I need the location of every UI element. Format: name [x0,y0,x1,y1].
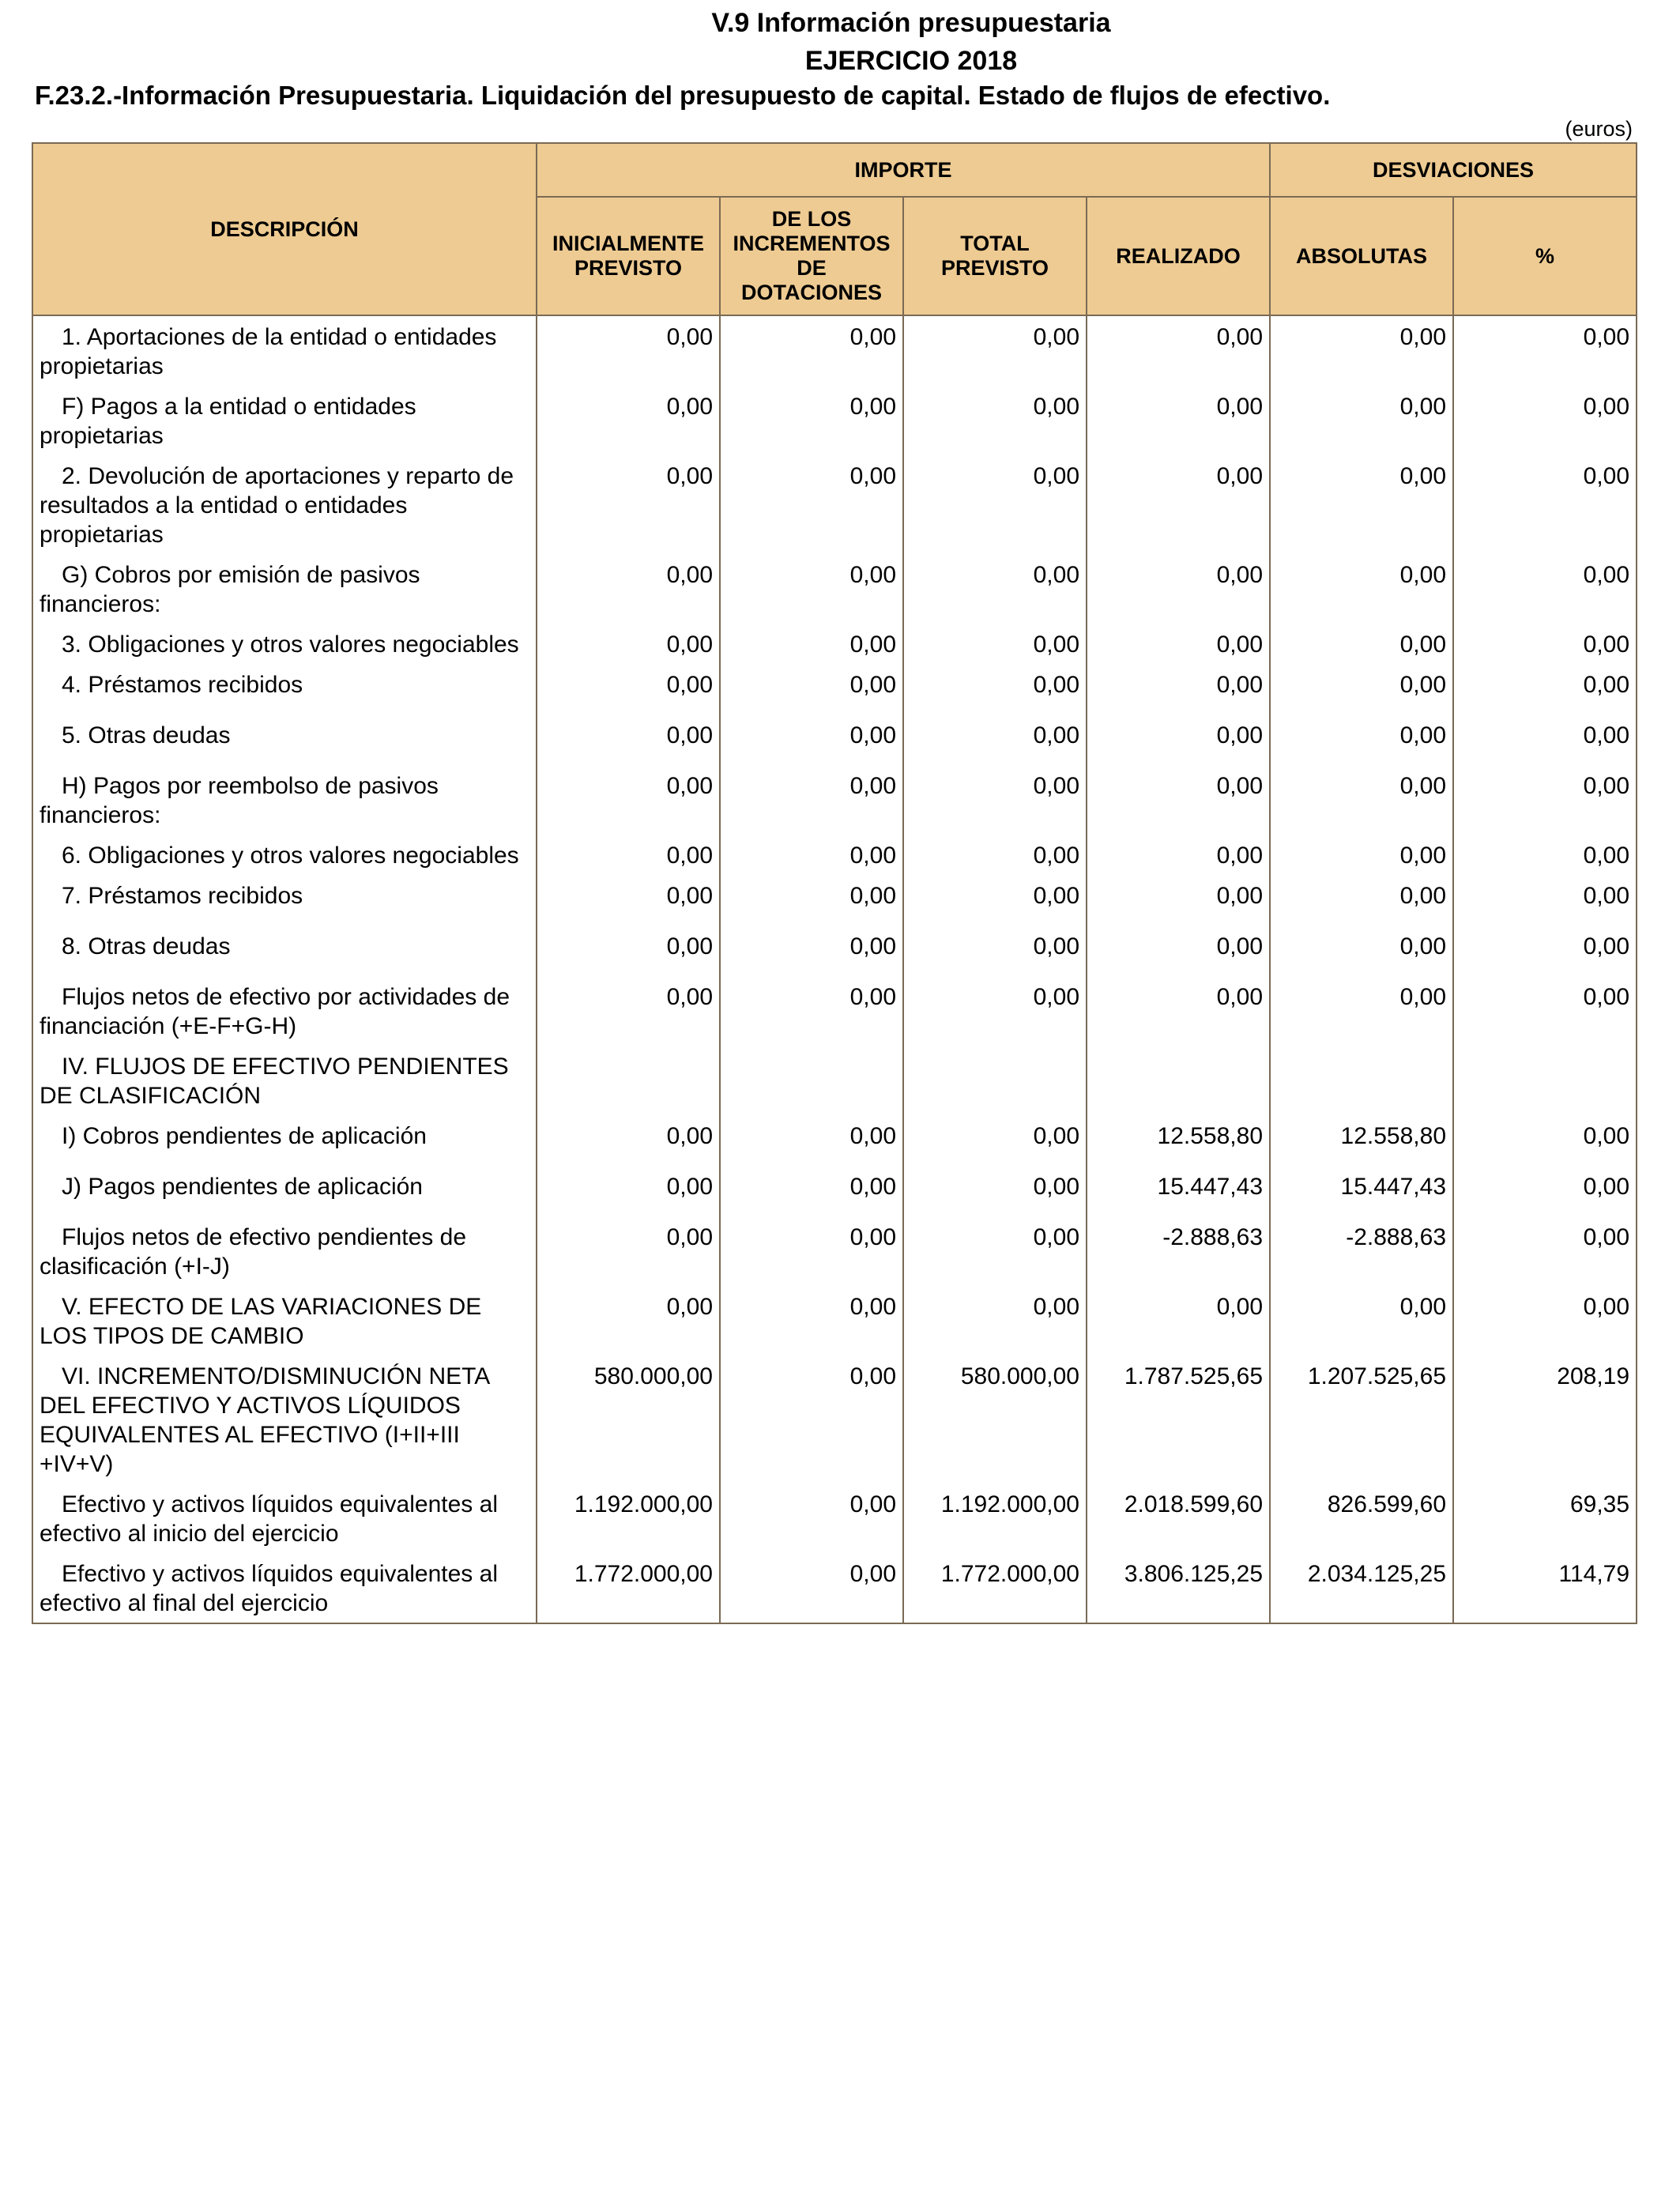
cell-absolutas: 15.447,43 [1270,1166,1453,1216]
row-description-lead: 6. Obligaciones y otros valores [62,843,386,869]
row-description-lead: 7. Préstamos recibidos [62,883,303,909]
header-descripcion: DESCRIPCIÓN [32,143,537,315]
row-description-rest: al efectivo al final del ejercicio [40,1561,498,1616]
cell-incrementos: 0,00 [720,624,903,664]
cell-incrementos: 0,00 [720,835,903,875]
row-description-rest: LOS TIPOS DE CAMBIO [40,1323,304,1349]
cell-inicialmente-previsto: 0,00 [537,455,720,554]
cell-realizado: 0,00 [1087,455,1270,554]
row-description [32,1166,537,1216]
cell-absolutas: 1.207.525,65 [1270,1355,1453,1483]
cell-inicialmente-previsto: 0,00 [537,315,720,386]
cell-total-previsto: 580.000,00 [903,1355,1087,1483]
cell-absolutas: 0,00 [1270,554,1453,624]
cell-realizado: 0,00 [1087,925,1270,976]
row-description [32,386,537,455]
cell-total-previsto: 0,00 [903,976,1087,1046]
row-description-lead: F) Pagos a la entidad o entidades [62,394,416,420]
table-row [32,386,1637,455]
cell-incrementos: 0,00 [720,1483,903,1553]
row-description-rest: negociables [392,631,519,658]
row-description [32,1483,537,1553]
cell-porcentaje: 69,35 [1453,1483,1637,1553]
cell-absolutas: 0,00 [1270,455,1453,554]
cell-porcentaje: 114,79 [1453,1553,1637,1623]
table-row [32,714,1637,765]
cell-inicialmente-previsto: 0,00 [537,875,720,925]
cell-total-previsto: 0,00 [903,664,1087,714]
cell-incrementos: 0,00 [720,1166,903,1216]
cell-inicialmente-previsto: 0,00 [537,1166,720,1216]
row-description-lead: 4. Préstamos recibidos [62,672,303,698]
cell-absolutas: 2.034.125,25 [1270,1553,1453,1623]
cell-porcentaje: 0,00 [1453,1166,1637,1216]
cell-inicialmente-previsto: 0,00 [537,765,720,835]
row-description-lead: 2. Devolución de aportaciones y reparto [62,463,481,489]
cell-porcentaje: 0,00 [1453,714,1637,765]
row-description-rest: negociables [392,843,519,869]
header-absolutas: ABSOLUTAS [1270,197,1453,315]
cell-absolutas: 0,00 [1270,624,1453,664]
row-description-lead: V. EFECTO DE LAS VARIACIONES DE [62,1294,482,1320]
row-description [32,1553,537,1623]
cell-inicialmente-previsto: 0,00 [537,554,720,624]
cell-realizado: 0,00 [1087,624,1270,664]
row-description [32,875,537,925]
row-description-lead: VI. INCREMENTO/DISMINUCIÓN NETA [62,1363,489,1389]
cell-total-previsto: 0,00 [903,1286,1087,1355]
table-row [32,1115,1637,1166]
row-description-rest: entidades propietarias [40,324,497,379]
cell-incrementos: 0,00 [720,315,903,386]
cell-total-previsto: 0,00 [903,455,1087,554]
cell-realizado: 0,00 [1087,714,1270,765]
row-description-lead: I) Cobros pendientes de aplicación [62,1123,427,1149]
row-description [32,1046,537,1115]
cell-incrementos: 0,00 [720,386,903,455]
header-realizado: REALIZADO [1087,197,1270,315]
cell-incrementos: 0,00 [720,1216,903,1286]
row-description-rest: de resultados a la entidad o entidades propietarias [40,463,514,548]
cell-absolutas: 0,00 [1270,925,1453,976]
cell-incrementos: 0,00 [720,765,903,835]
header-inicialmente-previsto: INICIALMENTE PREVISTO [537,197,720,315]
cell-absolutas: 12.558,80 [1270,1115,1453,1166]
row-description [32,624,537,664]
cell-realizado: 0,00 [1087,1286,1270,1355]
table-row [32,455,1637,554]
cell-realizado: 0,00 [1087,315,1270,386]
row-description-lead: 8. Otras deudas [62,933,231,959]
cell-total-previsto: 0,00 [903,714,1087,765]
cell-porcentaje: 0,00 [1453,1115,1637,1166]
cell-incrementos: 0,00 [720,714,903,765]
table-row [32,664,1637,714]
cell-porcentaje: 0,00 [1453,455,1637,554]
table-row [32,1166,1637,1216]
cell-porcentaje: 0,00 [1453,835,1637,875]
row-description [32,1216,537,1286]
cell-absolutas: 0,00 [1270,765,1453,835]
cell-realizado: 12.558,80 [1087,1115,1270,1166]
table-row [32,315,1637,386]
cell-total-previsto: 0,00 [903,765,1087,835]
fiscal-year-title: EJERCICIO 2018 [804,46,1018,76]
row-description [32,1355,537,1483]
cell-realizado: 1.787.525,65 [1087,1355,1270,1483]
cell-porcentaje: 0,00 [1453,1216,1637,1286]
cell-inicialmente-previsto: 0,00 [537,1286,720,1355]
row-description-rest: PENDIENTES DE CLASIFICACIÓN [40,1054,509,1109]
cell-absolutas: 0,00 [1270,714,1453,765]
table-row [32,765,1637,835]
cell-realizado: 0,00 [1087,554,1270,624]
cell-incrementos: 0,00 [720,875,903,925]
table-row [32,875,1637,925]
row-description-lead: 3. Obligaciones y otros valores [62,631,386,658]
cell-absolutas: 0,00 [1270,875,1453,925]
cell-total-previsto: 1.192.000,00 [903,1483,1087,1553]
header-desviaciones: DESVIACIONES [1270,143,1637,197]
row-description-lead: 1. Aportaciones de la entidad o [62,324,387,350]
row-description [32,835,537,875]
row-description-lead: Efectivo y activos líquidos equivalentes [62,1491,473,1517]
cell-realizado: 0,00 [1087,664,1270,714]
row-description [32,664,537,714]
cell-total-previsto: 0,00 [903,835,1087,875]
header-incrementos: DE LOS INCREMENTOS DE DOTACIONES [720,197,903,315]
cell-realizado: 0,00 [1087,976,1270,1046]
row-description-lead: J) Pagos pendientes de aplicación [62,1174,423,1200]
units-label: (euros) [1565,117,1633,141]
cell-incrementos: 0,00 [720,1115,903,1166]
row-description [32,976,537,1046]
cell-absolutas: 0,00 [1270,835,1453,875]
cell-absolutas: 0,00 [1270,315,1453,386]
row-description-rest: DEL EFECTIVO Y ACTIVOS LÍQUIDOS EQUIVALENTES AL EFECTIVO (I+II+III +IV+V) [40,1393,461,1477]
cell-total-previsto: 0,00 [903,1115,1087,1166]
section-title: V.9 Información presupuestaria [711,8,1111,38]
cell-total-previsto: 0,00 [903,315,1087,386]
cell-total-previsto: 1.772.000,00 [903,1553,1087,1623]
cell-inicialmente-previsto [537,1046,720,1115]
cell-porcentaje: 0,00 [1453,875,1637,925]
cell-incrementos: 0,00 [720,1355,903,1483]
cell-incrementos: 0,00 [720,1286,903,1355]
table-row [32,554,1637,624]
header-importe: IMPORTE [537,143,1270,197]
table-row [32,1216,1637,1286]
row-description [32,1115,537,1166]
row-description [32,554,537,624]
cell-porcentaje: 208,19 [1453,1355,1637,1483]
row-description-lead: H) Pagos por reembolso de pasivos [62,773,439,799]
row-description-lead: Flujos netos de efectivo por actividades [62,984,477,1010]
cell-inicialmente-previsto: 0,00 [537,386,720,455]
header-total-previsto: TOTAL PREVISTO [903,197,1087,315]
cell-realizado [1087,1046,1270,1115]
table-row [32,835,1637,875]
cell-porcentaje: 0,00 [1453,386,1637,455]
cell-realizado: 0,00 [1087,835,1270,875]
cell-inicialmente-previsto: 1.192.000,00 [537,1483,720,1553]
row-description [32,315,537,386]
table-row [32,976,1637,1046]
cell-absolutas: -2.888,63 [1270,1216,1453,1286]
row-description [32,455,537,554]
cell-absolutas: 826.599,60 [1270,1483,1453,1553]
row-description-rest: financieros: [40,591,161,617]
row-description [32,765,537,835]
cell-porcentaje: 0,00 [1453,315,1637,386]
cell-absolutas: 0,00 [1270,1286,1453,1355]
row-description [32,1286,537,1355]
cell-total-previsto: 0,00 [903,1216,1087,1286]
cell-incrementos: 0,00 [720,455,903,554]
cell-absolutas: 0,00 [1270,976,1453,1046]
cell-realizado: 2.018.599,60 [1087,1483,1270,1553]
cell-realizado: 15.447,43 [1087,1166,1270,1216]
row-description-lead: G) Cobros por emisión de pasivos [62,562,420,588]
cell-total-previsto: 0,00 [903,875,1087,925]
cell-inicialmente-previsto: 0,00 [537,1115,720,1166]
table-row [32,925,1637,976]
row-description-rest: al efectivo al inicio del ejercicio [40,1491,498,1547]
cell-realizado: 0,00 [1087,875,1270,925]
cell-incrementos: 0,00 [720,925,903,976]
cell-total-previsto [903,1046,1087,1115]
cell-incrementos [720,1046,903,1115]
cell-incrementos: 0,00 [720,664,903,714]
cell-total-previsto: 0,00 [903,624,1087,664]
cell-porcentaje [1453,1046,1637,1115]
table-row [32,1483,1637,1553]
cell-incrementos: 0,00 [720,554,903,624]
table-row [32,1553,1637,1623]
cell-porcentaje: 0,00 [1453,976,1637,1046]
cell-inicialmente-previsto: 0,00 [537,624,720,664]
cell-inicialmente-previsto: 0,00 [537,925,720,976]
row-description [32,925,537,976]
header-porcentaje: % [1453,197,1637,315]
cell-porcentaje: 0,00 [1453,554,1637,624]
cell-total-previsto: 0,00 [903,554,1087,624]
table-row [32,1355,1637,1483]
cash-flow-table [32,142,1637,1624]
cell-porcentaje: 0,00 [1453,1286,1637,1355]
cell-inicialmente-previsto: 0,00 [537,1216,720,1286]
cell-inicialmente-previsto: 580.000,00 [537,1355,720,1483]
table-row [32,624,1637,664]
table-row [32,1046,1637,1115]
cell-porcentaje: 0,00 [1453,664,1637,714]
cell-total-previsto: 0,00 [903,1166,1087,1216]
cell-inicialmente-previsto: 1.772.000,00 [537,1553,720,1623]
cell-absolutas [1270,1046,1453,1115]
cell-incrementos: 0,00 [720,1553,903,1623]
row-description-lead: IV. FLUJOS DE EFECTIVO [62,1054,351,1080]
row-description-lead: Flujos netos de efectivo pendientes de [62,1224,467,1250]
row-description-lead: Efectivo y activos líquidos equivalentes [62,1561,473,1587]
cell-realizado: -2.888,63 [1087,1216,1270,1286]
cell-absolutas: 0,00 [1270,386,1453,455]
row-description-rest: clasificación (+I-J) [40,1253,230,1280]
row-description-lead: 5. Otras deudas [62,722,231,748]
row-description [32,714,537,765]
row-description-rest: propietarias [40,423,164,449]
cell-realizado: 3.806.125,25 [1087,1553,1270,1623]
cell-total-previsto: 0,00 [903,925,1087,976]
cell-inicialmente-previsto: 0,00 [537,835,720,875]
report-title: F.23.2.-Información Presupuestaria. Liquidación del presupuesto de capital. Estado de flujos de efectivo. [35,81,1331,110]
cell-inicialmente-previsto: 0,00 [537,714,720,765]
row-description-rest: de financiación (+E-F+G-H) [40,984,510,1039]
cell-incrementos: 0,00 [720,976,903,1046]
row-description-rest: financieros: [40,802,161,828]
cell-realizado: 0,00 [1087,386,1270,455]
cell-porcentaje: 0,00 [1453,624,1637,664]
cell-inicialmente-previsto: 0,00 [537,976,720,1046]
cell-realizado: 0,00 [1087,765,1270,835]
cell-inicialmente-previsto: 0,00 [537,664,720,714]
cell-porcentaje: 0,00 [1453,765,1637,835]
cell-absolutas: 0,00 [1270,664,1453,714]
cell-total-previsto: 0,00 [903,386,1087,455]
cell-porcentaje: 0,00 [1453,925,1637,976]
table-row [32,1286,1637,1355]
